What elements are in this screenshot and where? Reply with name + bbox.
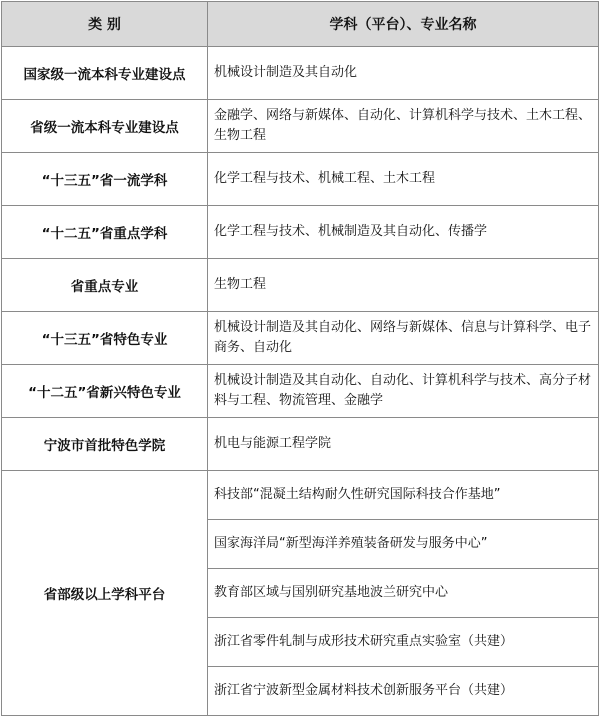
row-category: 宁波市首批特色学院 bbox=[2, 418, 208, 471]
table-row bbox=[2, 365, 599, 418]
table-row bbox=[2, 47, 599, 100]
row-value: 机械设计制造及其自动化 bbox=[208, 47, 599, 100]
row-value: 化学工程与技术、机械制造及其自动化、传播学 bbox=[208, 206, 599, 259]
row-category: 国家级一流本科专业建设点 bbox=[2, 47, 208, 100]
row-category: 省级一流本科专业建设点 bbox=[2, 100, 208, 153]
table-row bbox=[2, 312, 599, 365]
row-value: 化学工程与技术、机械工程、土木工程 bbox=[208, 153, 599, 206]
table-row bbox=[2, 471, 599, 520]
majors-table bbox=[1, 1, 599, 716]
table-row bbox=[2, 100, 599, 153]
table-row bbox=[2, 206, 599, 259]
row-category: “十二五”省新兴特色专业 bbox=[2, 365, 208, 418]
row-value: 机械设计制造及其自动化、自动化、计算机科学与技术、高分子材料与工程、物流管理、金融学 bbox=[208, 365, 599, 418]
table-row bbox=[2, 259, 599, 312]
header-majors: 学科（平台）、专业名称 bbox=[208, 2, 599, 47]
row-value: 金融学、网络与新媒体、自动化、计算机科学与技术、土木工程、生物工程 bbox=[208, 100, 599, 153]
platform-item: 浙江省宁波新型金属材料技术创新服务平台（共建） bbox=[208, 667, 599, 716]
row-value: 机电与能源工程学院 bbox=[208, 418, 599, 471]
table-row bbox=[2, 418, 599, 471]
platform-item: 浙江省零件轧制与成形技术研究重点实验室（共建） bbox=[208, 618, 599, 667]
row-category: 省重点专业 bbox=[2, 259, 208, 312]
row-value: 机械设计制造及其自动化、网络与新媒体、信息与计算科学、电子商务、自动化 bbox=[208, 312, 599, 365]
row-category: “十三五”省一流学科 bbox=[2, 153, 208, 206]
table-row bbox=[2, 153, 599, 206]
platform-item: 教育部区域与国别研究基地波兰研究中心 bbox=[208, 569, 599, 618]
row-value: 生物工程 bbox=[208, 259, 599, 312]
platform-item: 国家海洋局“新型海洋养殖装备研发与服务中心” bbox=[208, 520, 599, 569]
row-category: “十三五”省特色专业 bbox=[2, 312, 208, 365]
header-category: 类 别 bbox=[2, 2, 208, 47]
row-category: “十二五”省重点学科 bbox=[2, 206, 208, 259]
table-header-row bbox=[2, 2, 599, 47]
platform-item: 科技部“混凝土结构耐久性研究国际科技合作基地” bbox=[208, 471, 599, 520]
platforms-category: 省部级以上学科平台 bbox=[2, 471, 208, 716]
